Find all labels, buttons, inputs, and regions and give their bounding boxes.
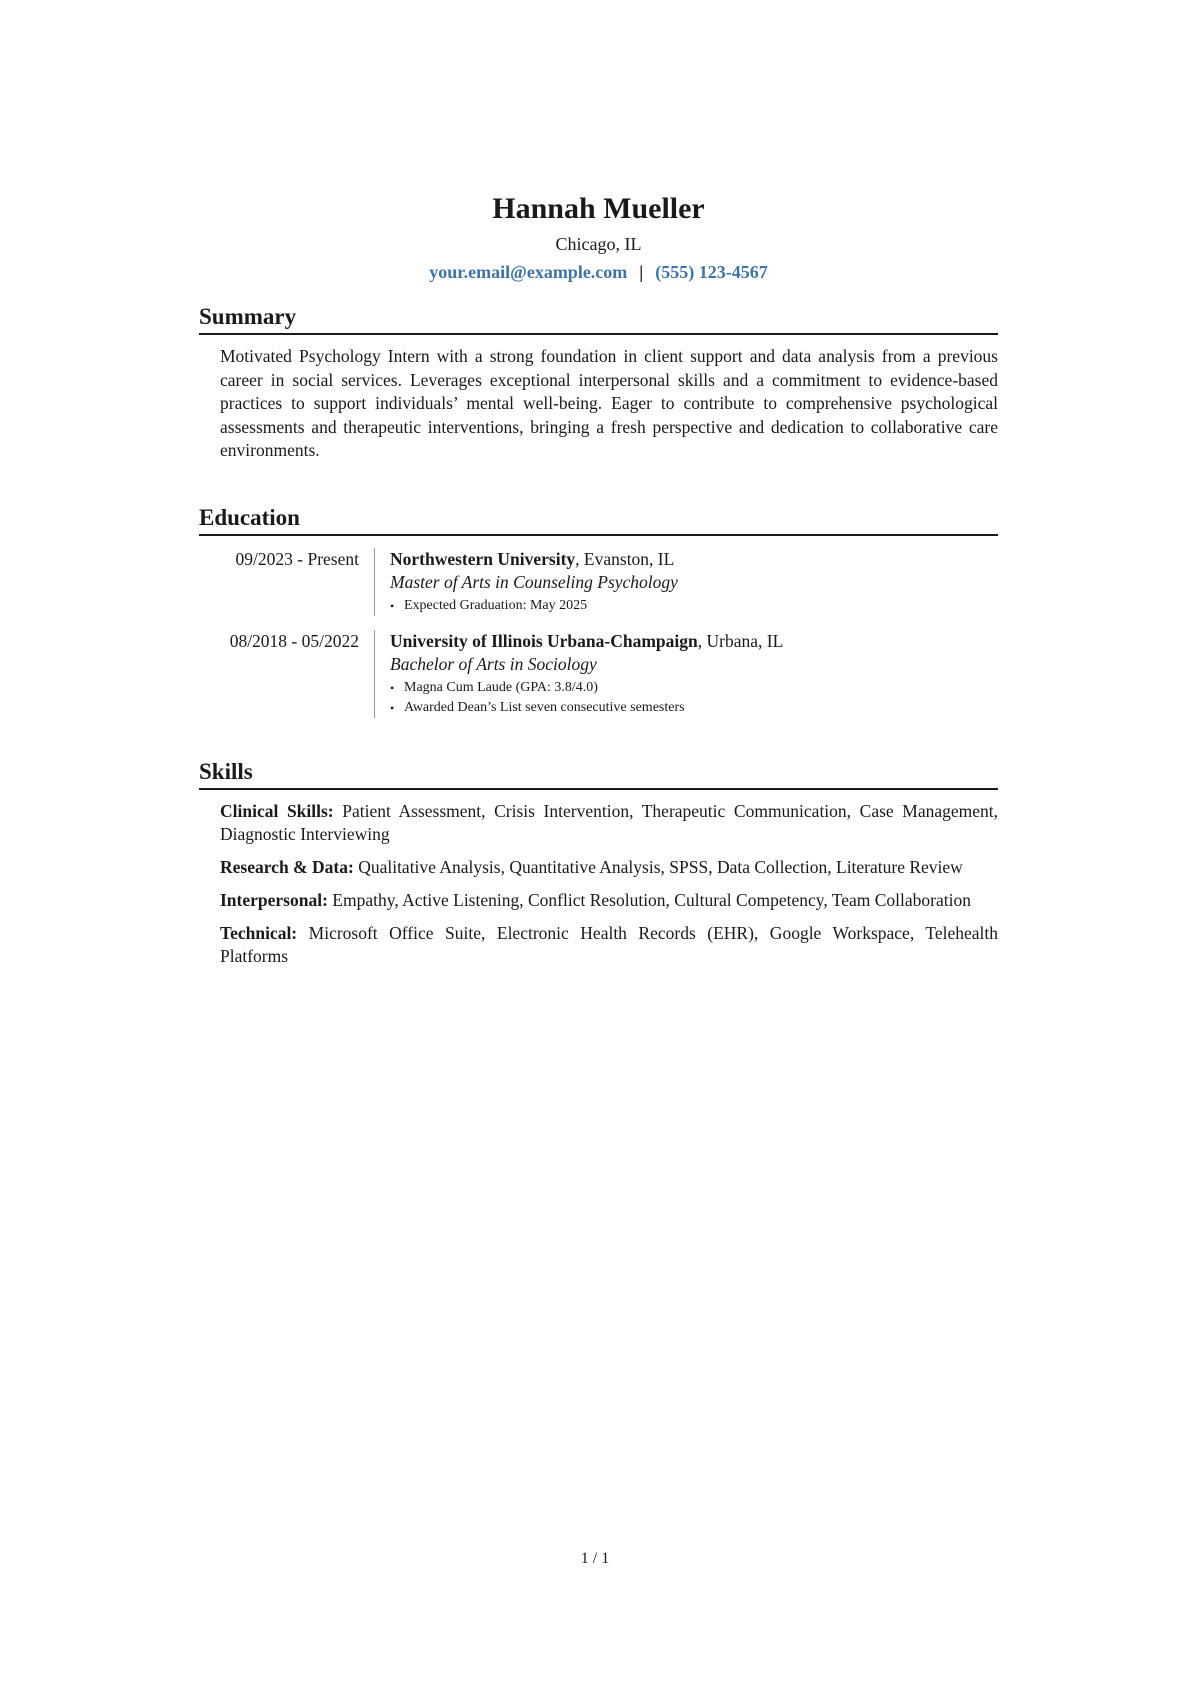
- skill-text: Patient Assessment, Crisis Intervention, Therapeutic Communication, Case Management, Diagnostic Interviewing: [220, 801, 999, 844]
- candidate-location: Chicago, IL: [555, 234, 642, 254]
- school-name: University of Illinois Urbana-Champaign: [390, 631, 698, 651]
- skill-item: [220, 856, 998, 879]
- education-entry: [199, 548, 998, 616]
- skill-label: Research & Data:: [220, 857, 354, 877]
- skill-item: [220, 922, 998, 968]
- school-location: , Urbana, IL: [697, 631, 784, 651]
- degree-title: Bachelor of Arts in Sociology: [390, 654, 597, 674]
- education-entry: [199, 630, 998, 718]
- summary-section: [199, 302, 998, 463]
- education-bullet: • Awarded Dean’s List seven consecutive semesters: [390, 698, 998, 718]
- skill-text: Empathy, Active Listening, Conflict Resolution, Cultural Competency, Team Collaboration: [327, 890, 971, 910]
- skill-label: Technical:: [220, 923, 298, 943]
- resume-page: [199, 0, 998, 1683]
- education-school-line: [390, 630, 998, 653]
- section-title-education: Education: [199, 503, 998, 536]
- section-title-skills: Skills: [199, 757, 998, 790]
- skill-item: [220, 800, 998, 846]
- school-name: Northwestern University: [390, 549, 576, 569]
- section-title-summary: Summary: [199, 302, 998, 335]
- skill-label: Interpersonal:: [220, 890, 328, 910]
- education-dates: 09/2023 - Present: [235, 549, 359, 569]
- education-section: [199, 503, 998, 718]
- phone-link[interactable]: (555) 123-4567: [655, 262, 768, 282]
- school-location: , Evanston, IL: [575, 549, 675, 569]
- education-bullet: • Magna Cum Laude (GPA: 3.8/4.0): [390, 678, 998, 698]
- candidate-name: Hannah Mueller: [492, 192, 705, 225]
- contact-separator: |: [639, 262, 644, 282]
- education-bullets: [390, 678, 998, 718]
- skill-text: Qualitative Analysis, Quantitative Analysis, SPSS, Data Collection, Literature Review: [353, 857, 963, 877]
- resume-header: [199, 190, 998, 284]
- contact-line: [199, 260, 998, 284]
- education-bullet: • Expected Graduation: May 2025: [390, 596, 998, 616]
- page-number: 1 / 1: [580, 1550, 610, 1567]
- skill-item: [220, 889, 998, 912]
- email-link[interactable]: your.email@example.com: [429, 262, 628, 282]
- education-dates: 08/2018 - 05/2022: [229, 631, 359, 651]
- skills-section: [199, 757, 998, 968]
- skill-text: Microsoft Office Suite, Electronic Health Records (EHR), Google Workspace, Telehealth Platforms: [220, 923, 998, 966]
- degree-title: Master of Arts in Counseling Psychology: [390, 572, 678, 592]
- education-school-line: [390, 548, 998, 571]
- skill-label: Clinical Skills:: [220, 801, 334, 821]
- education-bullets: [390, 596, 998, 616]
- summary-text: Motivated Psychology Intern with a strong foundation in client support and data analysis from a previous career in social services. Leverages exceptional interpersonal skills and a commitment to evidence-based practices to support individuals’ mental well-being. Eager to contribute to comprehensive psychological assessments and therapeutic interventions, bringing a fresh perspective and dedication to collaborative care environments.: [220, 346, 998, 460]
